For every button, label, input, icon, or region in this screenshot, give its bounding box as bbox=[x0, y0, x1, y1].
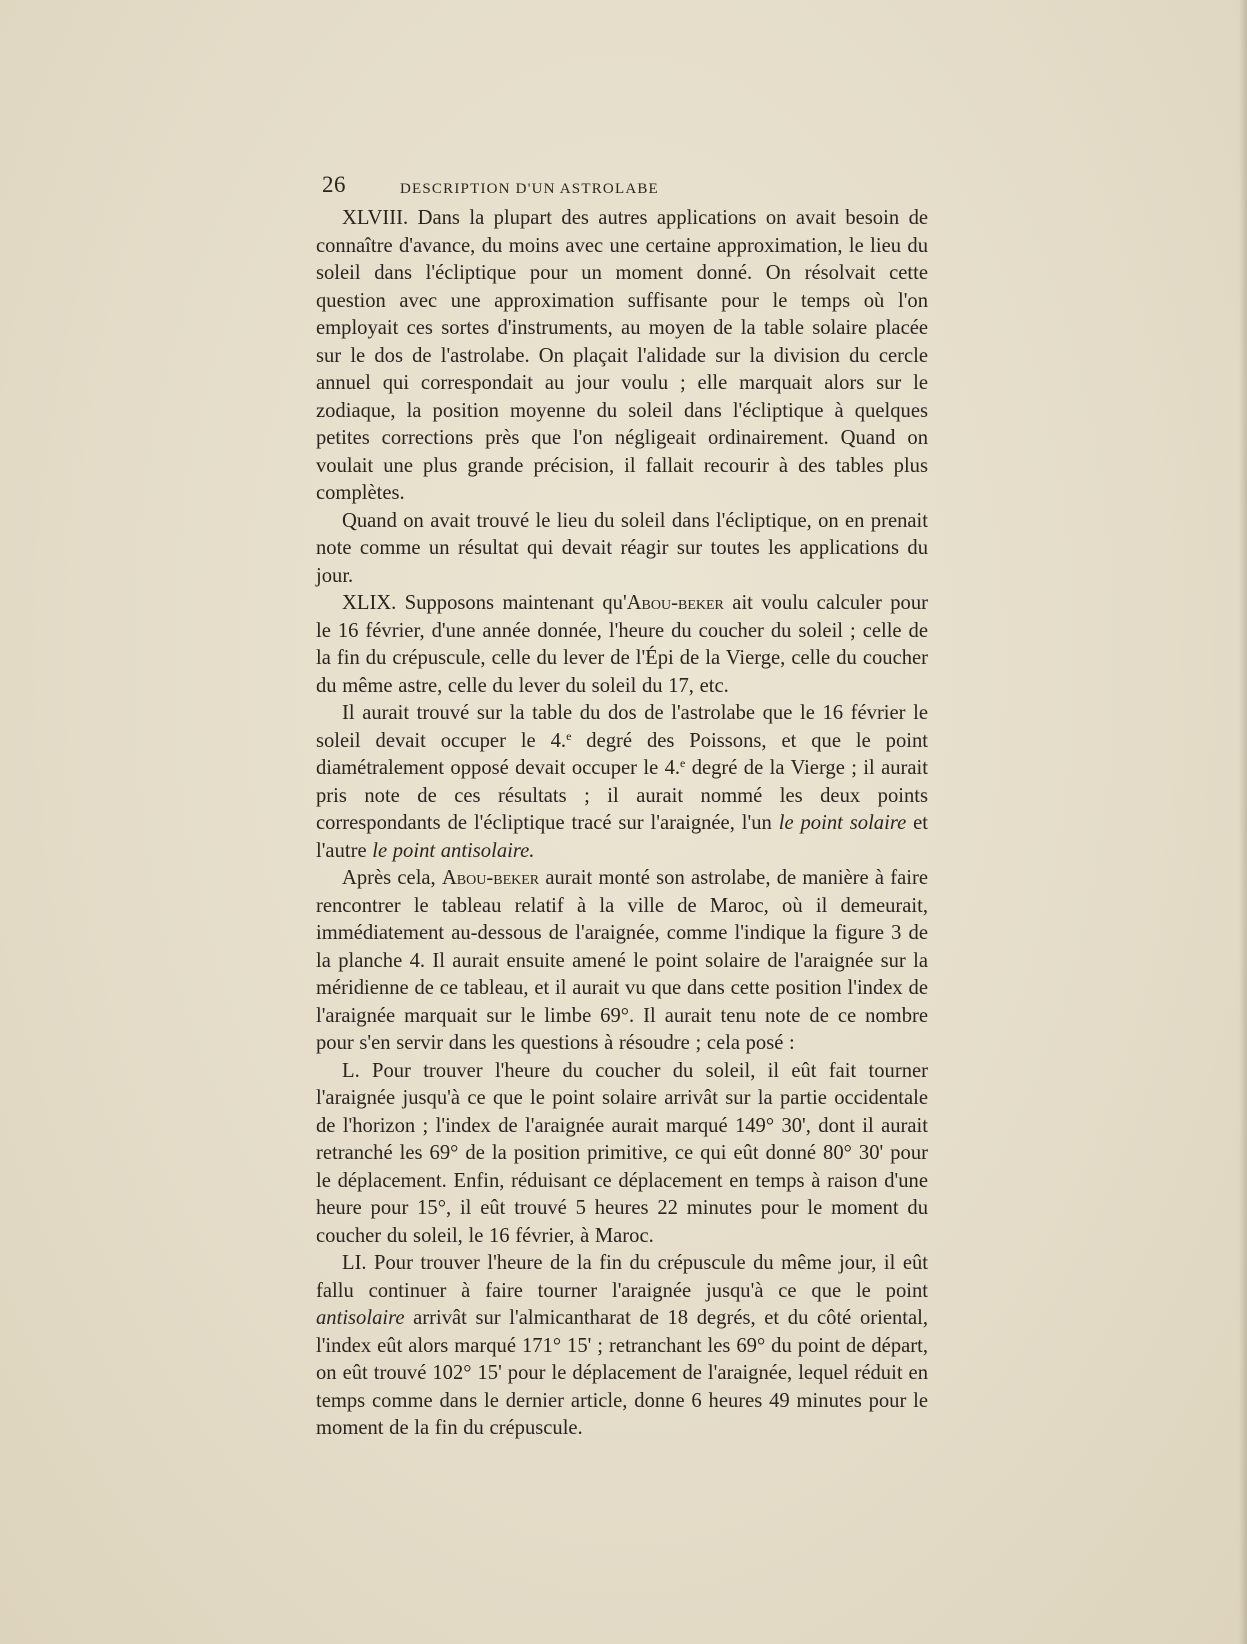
paragraph-note bbox=[316, 508, 928, 591]
page-header bbox=[322, 172, 922, 208]
paragraph-xlviii bbox=[316, 205, 928, 508]
text-segment: Abou-beker bbox=[441, 867, 540, 889]
text-segment: Quand on avait trouvé le lieu du soleil dans l'écliptique, on en prenait note comme un résultat qui devait réagir sur toutes les applications du jour. bbox=[316, 509, 928, 587]
text-segment: le point solaire bbox=[778, 812, 907, 834]
text-segment: Il aurait trouvé sur la table du dos de l'astrolabe que le 16 février le soleil devait occuper le 4. bbox=[316, 702, 928, 752]
page-edge-shadow bbox=[1239, 0, 1247, 1644]
text-segment: e bbox=[566, 728, 572, 743]
paragraph-table-result bbox=[316, 700, 928, 865]
text-segment: Après cela, bbox=[342, 867, 442, 889]
text-segment: et l'autre bbox=[316, 812, 928, 862]
paragraph-xlix bbox=[316, 590, 928, 700]
text-segment: aurait monté son astrolabe, de manière à faire rencontrer le tableau relatif à la ville de Maroc, où il demeurait, immédiatement au-dessous de l'araignée, comme l'indique la figure 3 de la planche 4. Il aurait ensuite amené le point solaire de l'araignée sur la méridienne de ce tableau, et il aurait vu que dans cette position l'index de l'araignée marquait sur le limbe 69°. Il aurait tenu note de ce nombre pour s'en servir dans les questions à résoudre ; cela posé : bbox=[316, 867, 928, 1054]
text-segment: arrivât sur l'almicantharat de 18 degrés, et du côté oriental, l'index eût alors marqué 171° 15' ; retranchant les 69° du point de départ, on eût trouvé 102° 15' pour le déplacement de l'araignée, lequel réduit en temps comme dans le dernier article, donne 6 heures 49 minutes pour le moment de la fin du crépuscule. bbox=[316, 1307, 928, 1439]
paragraph-setup bbox=[316, 865, 928, 1058]
text-segment: ait voulu calculer pour le 16 février, d'une année donnée, l'heure du coucher du soleil ; celle de la fin du crépuscule, celle du lever de l'Épi de la Vierge, celle du coucher du même astre, celle du lever du soleil du 17, etc. bbox=[316, 592, 928, 697]
text-segment: e bbox=[680, 756, 686, 770]
running-title: DESCRIPTION D'UN ASTROLABE bbox=[400, 181, 659, 197]
text-segment: Abou-beker bbox=[626, 592, 724, 614]
paragraph-l bbox=[316, 1058, 928, 1251]
text-segment: degré des Poissons, et que le point diamétralement opposé devait occuper le 4. bbox=[316, 729, 928, 779]
text-segment: degré de la Vierge ; il aurait pris note de ces résultats ; il aurait nommé les deux points correspondants de l'écliptique tracé sur l'araignée, l'un bbox=[316, 757, 928, 834]
text-segment: L. Pour trouver l'heure du coucher du soleil, il eût fait tourner l'araignée jusqu'à ce que le point solaire arrivât sur la partie occidentale de l'horizon ; l'index de l'araignée aurait marqué 149° 30', dont il aurait retranché les 69° de la position primitive, ce qui eût donné 80° 30' pour le déplacement. Enfin, réduisant ce déplacement en temps à raison d'une heure pour 15°, il eût trouvé 5 heures 22 minutes pour le moment du coucher du soleil, le 16 février, à Maroc. bbox=[316, 1059, 928, 1247]
body-text bbox=[316, 205, 928, 1443]
text-segment: le point antisolaire. bbox=[372, 839, 535, 862]
text-segment: LI. Pour trouver l'heure de la fin du crépuscule du même jour, il eût fallu continuer à faire tourner l'araignée jusqu'à ce que le point bbox=[316, 1252, 928, 1302]
text-segment: XLIX. Supposons maintenant qu' bbox=[342, 592, 627, 614]
text-segment: antisolaire bbox=[316, 1307, 405, 1329]
text-segment: XLVIII. Dans la plupart des autres applications on avait besoin de connaître d'avance, du moins avec une certaine approximation, le lieu du soleil dans l'écliptique pour un moment donné. On résolvait cette question avec une approximation suffisante pour le temps où l'on employait ces sortes d'instruments, au moyen de la table solaire placée sur le dos de l'astrolabe. On plaçait l'alidade sur la division du cercle annuel qui correspondait au jour voulu ; elle marquait alors sur le zodiaque, la position moyenne du soleil dans l'écliptique à quelques petites corrections près que l'on négligeait ordinairement. Quand on voulait une plus grande précision, il fallait recourir à des tables plus complètes. bbox=[316, 207, 928, 504]
paragraph-li bbox=[316, 1250, 928, 1443]
page-number: 26 bbox=[322, 172, 346, 197]
